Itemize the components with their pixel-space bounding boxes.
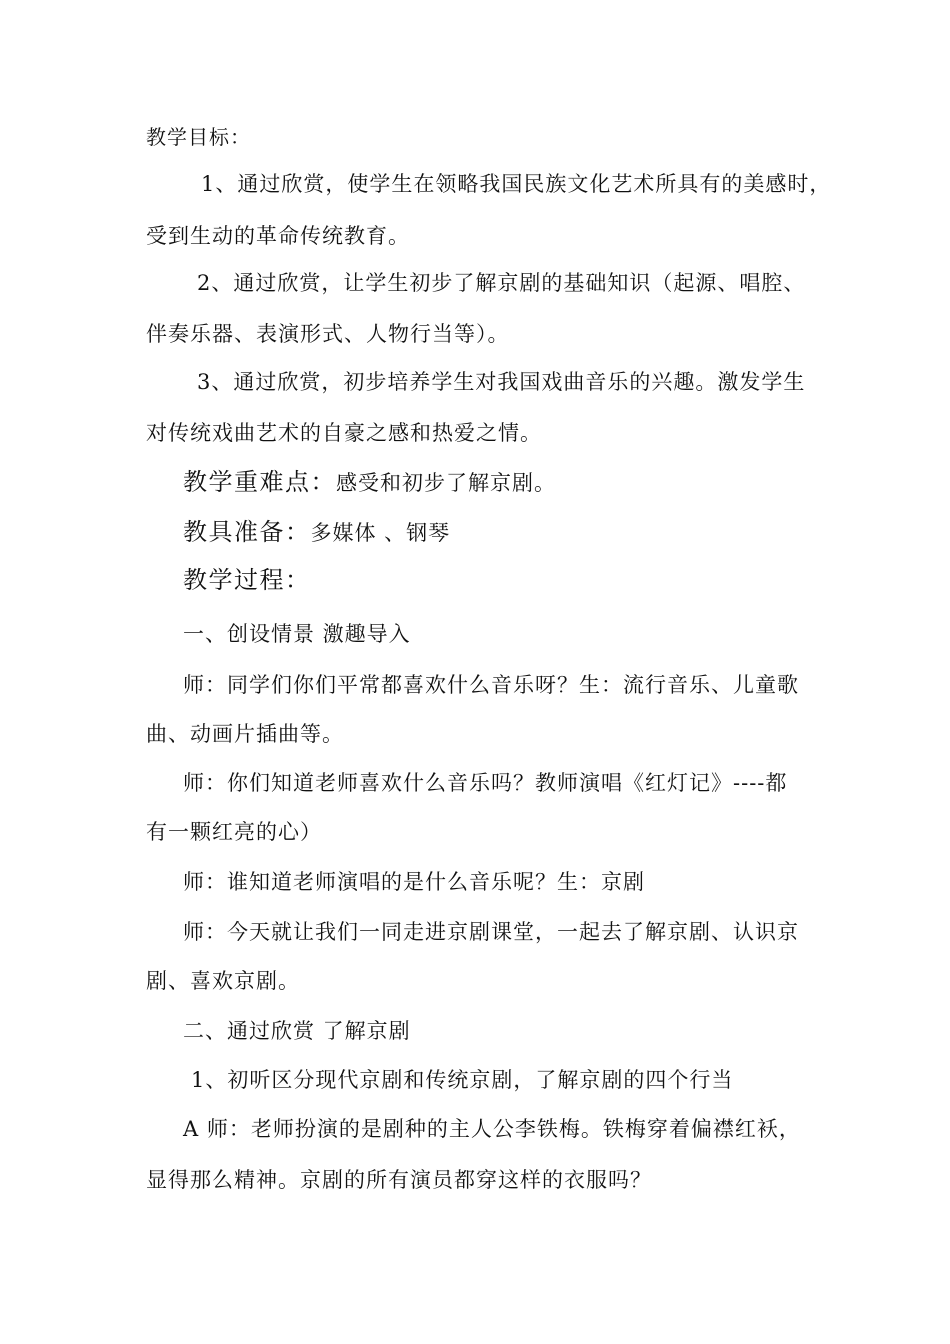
key-points-value: 感受和初步了解京剧。 (336, 471, 556, 495)
dialogue-3: 师：谁知道老师演唱的是什么音乐呢？生：京剧 (183, 870, 645, 894)
materials-line (183, 518, 450, 547)
materials-label: 教具准备： (183, 518, 311, 546)
objective-2-line-1: 2、通过欣赏，让学生初步了解京剧的基础知识（起源、唱腔、 (197, 271, 806, 295)
dialogue-1-line-1: 师：同学们你们平常都喜欢什么音乐呀？生：流行音乐、儿童歌 (183, 673, 799, 697)
dialogue-4-line-2: 剧、喜欢京剧。 (146, 969, 300, 993)
key-points-line (183, 468, 556, 497)
section-1-heading: 一、创设情景 激趣导入 (183, 622, 411, 646)
objective-1-line-1: 1、通过欣赏，使学生在领略我国民族文化艺术所具有的美感时， (201, 172, 832, 196)
section-2-heading: 二、通过欣赏 了解京剧 (183, 1019, 411, 1043)
para-a-line-1: A 师：老师扮演的是剧种的主人公李铁梅。铁梅穿着偏襟红袄， (183, 1117, 801, 1141)
objective-2-line-2: 伴奏乐器、表演形式、人物行当等）。 (146, 322, 510, 346)
sub-item-1: 1、初听区分现代京剧和传统京剧，了解京剧的四个行当 (191, 1068, 734, 1092)
dialogue-2-line-2: 有一颗红亮的心） (146, 820, 322, 844)
objective-1-line-2: 受到生动的革命传统教育。 (146, 224, 410, 248)
dialogue-4-line-1: 师：今天就让我们一同走进京剧课堂，一起去了解京剧、认识京 (183, 920, 799, 944)
key-points-label: 教学重难点： (183, 468, 336, 496)
para-a-line-2: 显得那么精神。京剧的所有演员都穿这样的衣服吗？ (146, 1168, 652, 1192)
dialogue-2-line-1: 师：你们知道老师喜欢什么音乐吗？教师演唱《红灯记》----都 (183, 771, 788, 795)
process-heading: 教学过程： (183, 566, 311, 594)
materials-value: 多媒体 、钢琴 (310, 521, 451, 545)
objective-3-line-2: 对传统戏曲艺术的自豪之感和热爱之情。 (146, 421, 542, 445)
objective-3-line-1: 3、通过欣赏，初步培养学生对我国戏曲音乐的兴趣。激发学生 (197, 370, 806, 394)
dialogue-1-line-2: 曲、动画片插曲等。 (146, 722, 344, 746)
objectives-heading: 教学目标： (146, 125, 251, 149)
